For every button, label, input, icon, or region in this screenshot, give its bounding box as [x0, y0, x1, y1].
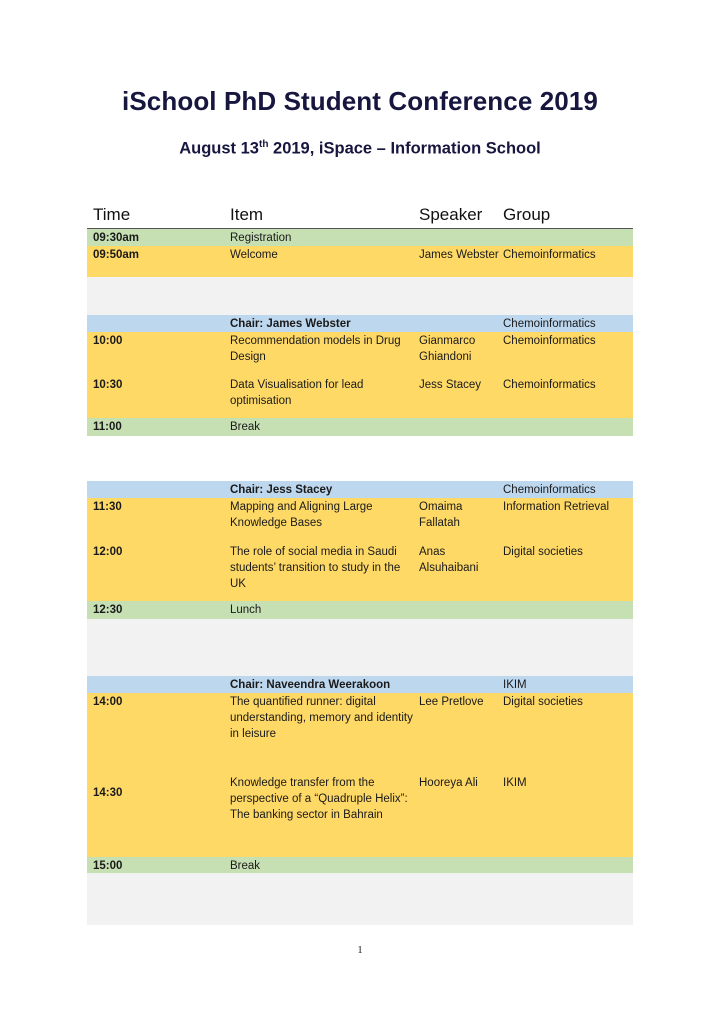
schedule-table [87, 203, 633, 925]
cell-speaker: James Webster [419, 249, 499, 261]
table-row [87, 246, 633, 277]
page-subtitle [0, 139, 720, 159]
table-row [87, 619, 633, 676]
table-row [87, 481, 633, 498]
cell-time: 10:00 [93, 335, 123, 347]
table-row [87, 376, 633, 418]
cell-time: 12:00 [93, 546, 123, 558]
cell-speaker: Lee Pretlove [419, 696, 484, 708]
table-row [87, 436, 633, 481]
subtitle-venue: 2019, iSpace – Information School [268, 139, 541, 158]
table-row [87, 543, 633, 601]
table-row [87, 498, 633, 543]
cell-group: Chemoinformatics [503, 335, 596, 347]
cell-item: Break [230, 860, 261, 872]
cell-group: Chemoinformatics [503, 379, 596, 391]
subtitle-date: August 13 [179, 139, 259, 158]
header-item: Item [230, 205, 264, 224]
cell-time: 09:30am [93, 232, 140, 244]
cell-time: 14:30 [93, 787, 123, 799]
table-row [87, 774, 633, 857]
cell-item: Mapping and Aligning Large Knowledge Bases [230, 501, 373, 529]
page-title: iSchool PhD Student Conference 2019 [122, 86, 598, 116]
cell-group: Chemoinformatics [503, 249, 596, 261]
table-row [87, 857, 633, 873]
cell-item: Registration [230, 232, 292, 244]
header-group: Group [503, 205, 551, 224]
cell-group: Chemoinformatics [503, 318, 596, 330]
table-row [87, 418, 633, 436]
cell-item: Chair: Naveendra Weerakoon [230, 679, 391, 691]
table-header [87, 203, 633, 229]
cell-item: Welcome [230, 249, 278, 261]
cell-item: Recommendation models in Drug Design [230, 335, 401, 363]
table-row [87, 332, 633, 376]
cell-time: 11:30 [93, 501, 122, 513]
table-row [87, 277, 633, 315]
cell-item: Break [230, 421, 261, 433]
cell-speaker: Anas Alsuhaibani [419, 546, 479, 574]
page-number: 1 [357, 944, 363, 956]
cell-item: Data Visualisation for lead optimisation [230, 379, 364, 407]
cell-group: IKIM [503, 679, 527, 691]
cell-group: IKIM [503, 777, 527, 789]
table-row [87, 676, 633, 693]
cell-time: 15:00 [93, 860, 123, 872]
header-time: Time [93, 205, 131, 224]
table-row [87, 873, 633, 925]
cell-time: 11:00 [93, 421, 122, 433]
cell-time: 10:30 [93, 379, 123, 391]
cell-time: 09:50am [93, 249, 140, 261]
cell-time: 12:30 [93, 604, 123, 616]
cell-time: 14:00 [93, 696, 123, 708]
cell-speaker: Hooreya Ali [419, 777, 478, 789]
cell-item: Chair: Jess Stacey [230, 484, 333, 496]
cell-speaker: Gianmarco Ghiandoni [419, 335, 476, 363]
subtitle-ordinal: th [258, 139, 269, 150]
cell-speaker: Jess Stacey [419, 379, 481, 391]
cell-item: The quantified runner: digital understanding, memory and identity in leisure [230, 696, 413, 740]
cell-group: Information Retrieval [503, 501, 610, 513]
table-body [87, 229, 633, 925]
table-row [87, 229, 633, 246]
table-row [87, 693, 633, 774]
header-speaker: Speaker [419, 205, 483, 224]
cell-item: Lunch [230, 604, 262, 616]
cell-group: Digital societies [503, 696, 583, 708]
table-row [87, 315, 633, 332]
cell-speaker: Omaima Fallatah [419, 501, 463, 529]
cell-item: Knowledge transfer from the perspective of a “Quadruple Helix”: The banking sector in Bahrain [230, 777, 408, 821]
table-row [87, 601, 633, 619]
cell-item: The role of social media in Saudi students’ transition to study in the UK [230, 546, 401, 590]
cell-group: Digital societies [503, 546, 583, 558]
cell-item: Chair: James Webster [230, 318, 351, 330]
cell-group: Chemoinformatics [503, 484, 596, 496]
